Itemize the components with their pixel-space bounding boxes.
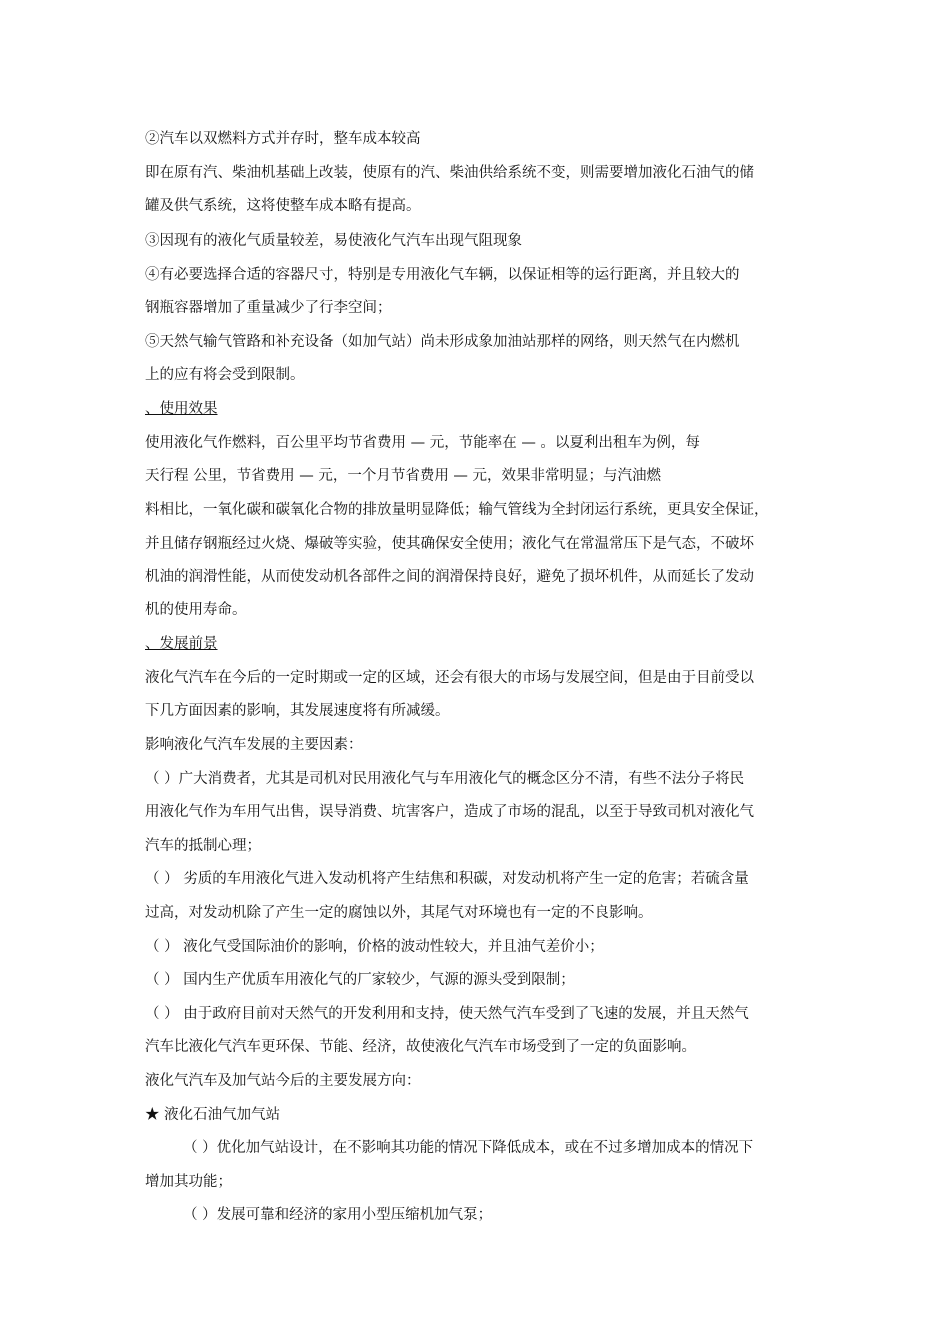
- text-line: 过高，对发动机除了产生一定的腐蚀以外，其尾气对环境也有一定的不良影响。: [145, 905, 653, 921]
- text-line: ★ 液化石油气加气站: [145, 1107, 281, 1123]
- text-line: （ ）发展可靠和经济的家用小型压缩机加气泵；: [183, 1207, 493, 1223]
- text-line: 机油的润滑性能，从而使发动机各部件之间的润滑保持良好，避免了损坏机件，从而延长了发动: [145, 569, 754, 585]
- text-line: 天行程 公里，节省费用 — 元，一个月节省费用 — 元，效果非常明显；与汽油燃: [145, 468, 662, 484]
- text-line: 即在原有汽、柴油机基础上改装，使原有的汽、柴油供给系统不变，则需要增加液化石油气的储: [145, 165, 754, 181]
- text-line: （ ） 由于政府目前对天然气的开发利用和支持，使天然气汽车受到了飞速的发展，并且天然气: [145, 1006, 749, 1022]
- text-line: 料相比，一氧化碳和碳氧化合物的排放量明显降低；输气管线为全封闭运行系统，更具安全保证，: [145, 502, 769, 518]
- text-line: （ ） 国内生产优质车用液化气的厂家较少，气源的源头受到限制；: [145, 972, 575, 988]
- text-line: 下几方面因素的影响，其发展速度将有所减缓。: [145, 703, 450, 719]
- text-line: ④有必要选择合适的容器尺寸，特别是专用液化气车辆，以保证相等的运行距离，并且较大的: [145, 267, 740, 283]
- text-line: （ ） 劣质的车用液化气进入发动机将产生结焦和积碳，对发动机将产生一定的危害；若硫含量: [145, 871, 749, 887]
- text-line: 用液化气作为车用气出售，误导消费、坑害客户，造成了市场的混乱，以至于导致司机对液化气: [145, 804, 754, 820]
- text-line: 汽车比液化气汽车更环保、节能、经济，故使液化气汽车市场受到了一定的负面影响。: [145, 1039, 696, 1055]
- text-line: 影响液化气汽车发展的主要因素：: [145, 737, 363, 753]
- text-line: 上的应有将会受到限制。: [145, 367, 305, 383]
- text-line: 汽车的抵制心理；: [145, 838, 261, 854]
- text-line: ③因现有的液化气质量较差，易使液化气汽车出现气阻现象: [145, 233, 522, 249]
- text-line: （ ） 液化气受国际油价的影响，价格的波动性较大，并且油气差价小；: [145, 939, 604, 955]
- section-heading-development-prospect: 、发展前景: [145, 636, 218, 652]
- text-line: （ ）优化加气站设计，在不影响其功能的情况下降低成本，或在不过多增加成本的情况下: [183, 1140, 754, 1156]
- text-line: （ ）广大消费者，尤其是司机对民用液化气与车用液化气的概念区分不清，有些不法分子将民: [145, 771, 745, 787]
- text-line: 罐及供气系统，这将使整车成本略有提高。: [145, 198, 421, 214]
- text-line: 并且储存钢瓶经过火烧、爆破等实验，使其确保安全使用；液化气在常温常压下是气态，不破坏: [145, 536, 754, 552]
- section-heading-usage-effect: 、使用效果: [145, 401, 218, 417]
- text-line: ⑤天然气输气管路和补充设备（如加气站）尚未形成象加油站那样的网络，则天然气在内燃机: [145, 334, 740, 350]
- text-line: 机的使用寿命。: [145, 602, 247, 618]
- text-line: 增加其功能；: [145, 1174, 232, 1190]
- text-line: 钢瓶容器增加了重量减少了行李空间；: [145, 300, 392, 316]
- text-line: ②汽车以双燃料方式并存时，整车成本较高: [145, 131, 421, 147]
- text-line: 使用液化气作燃料，百公里平均节省费用 — 元，节能率在 — 。以夏利出租车为例，每: [145, 435, 700, 451]
- text-line: 液化气汽车在今后的一定时期或一定的区域，还会有很大的市场与发展空间，但是由于目前受以: [145, 670, 754, 686]
- text-line: 液化气汽车及加气站今后的主要发展方向：: [145, 1073, 421, 1089]
